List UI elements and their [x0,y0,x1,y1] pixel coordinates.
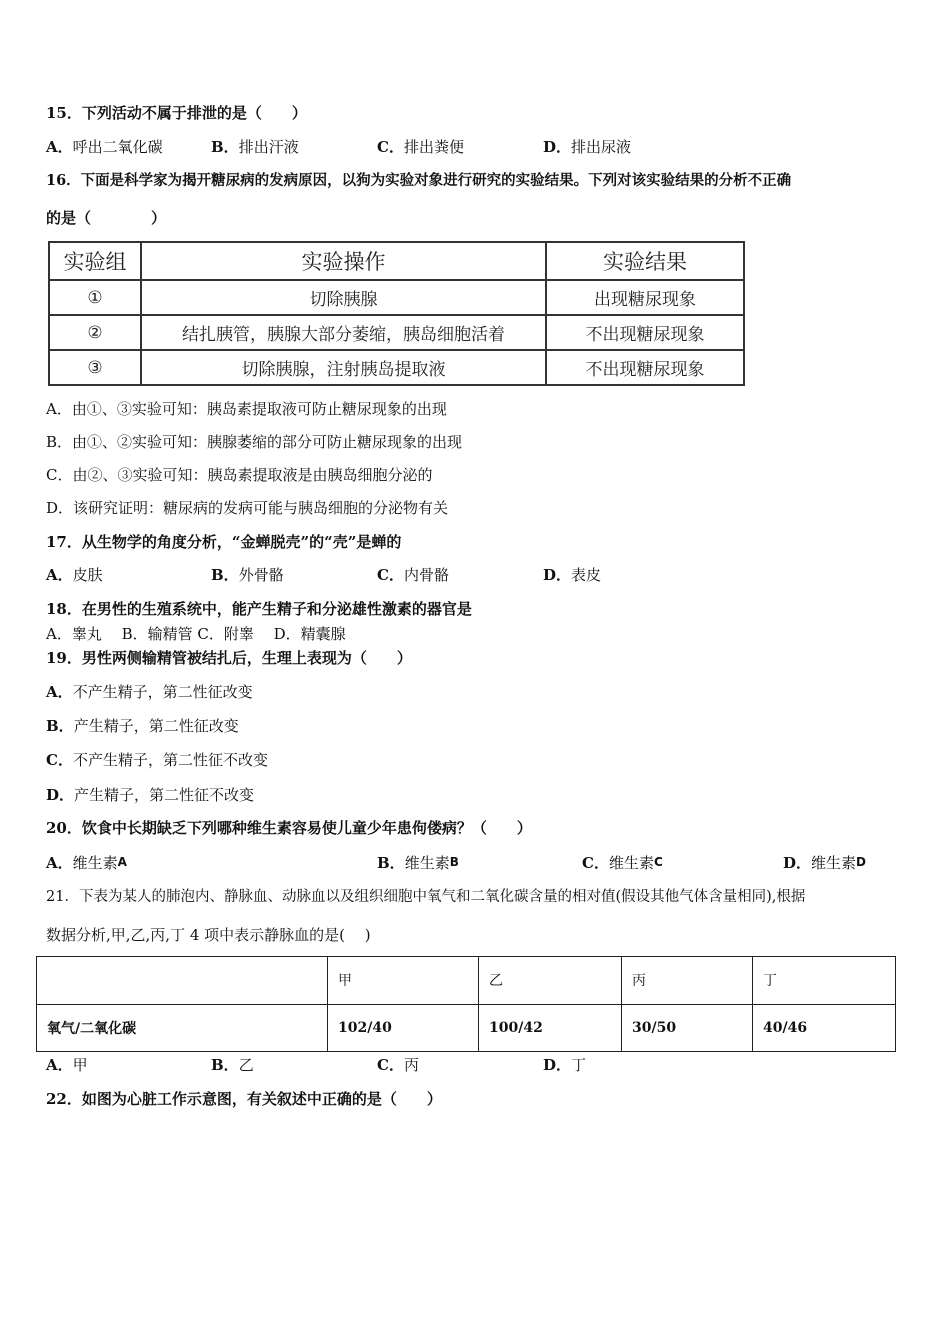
q21-option-a: A．甲 [46,1056,88,1074]
table-cell: ③ [49,350,141,385]
q17-option-a: A．皮肤 [46,566,103,584]
table-cell: 切除胰腺，注射胰岛提取液 [141,350,546,385]
q19-stem: 19．男性两侧输精管被结扎后，生理上表现为（ ） [46,649,412,667]
q21-stem-line2: 数据分析,甲,乙,丙,丁 4 项中表示静脉血的是( ) [46,926,371,944]
gas-table [36,956,896,1052]
q21-option-d: D．丁 [543,1056,587,1074]
q15-option-a: A．呼出二氧化碳 [46,138,163,156]
q20-option-d: D．维生素D [783,854,866,872]
table-cell: 100/42 [479,1004,622,1052]
table-cell: 切除胰腺 [141,280,546,315]
table-header-cell: 实验组 [49,242,141,280]
q15-option-c: C．排出粪便 [377,138,464,156]
table-cell: 40/46 [753,1004,896,1052]
q17-stem: 17．从生物学的角度分析，“金蝉脱壳”的“壳”是蝉的 [46,533,402,551]
table-header-cell [37,957,328,1005]
table-header-cell: 甲 [328,957,479,1005]
q20-stem: 20．饮食中长期缺乏下列哪种维生素容易使儿童少年患佝偻病？（ ） [46,819,532,837]
table-header-cell: 乙 [479,957,622,1005]
table-cell: 不出现糖尿现象 [546,315,744,350]
q19-option-d: D．产生精子，第二性征不改变 [46,786,255,804]
q17-option-b: B．外骨骼 [211,566,284,584]
q21-option-c: C．丙 [377,1056,419,1074]
table-cell: ① [49,280,141,315]
q16-option-c: C．由②、③实验可知：胰岛素提取液是由胰岛细胞分泌的 [46,466,433,484]
q16-option-b: B．由①、②实验可知：胰腺萎缩的部分可防止糖尿现象的出现 [46,433,463,451]
table-row [37,1004,896,1052]
q16-option-d: D．该研究证明：糖尿病的发病可能与胰岛细胞的分泌物有关 [46,499,449,517]
q16-option-a: A．由①、③实验可知：胰岛素提取液可防止糖尿现象的出现 [46,400,447,418]
table-row [49,350,744,385]
experiment-table [48,241,745,386]
q21-option-b: B．乙 [211,1056,254,1074]
q17-option-c: C．内骨骼 [377,566,449,584]
q20-option-a: A．维生素A [46,854,127,872]
table-header-cell: 丙 [622,957,753,1005]
q19-option-a: A．不产生精子，第二性征改变 [46,683,253,701]
q20-option-c: C．维生素C [582,854,663,872]
q20-option-b: B．维生素B [377,854,459,872]
q16-stem-line2: 的是（ ） [46,209,167,227]
table-cell: 氧气/二氧化碳 [37,1004,328,1052]
table-cell: 不出现糖尿现象 [546,350,744,385]
table-cell: ② [49,315,141,350]
table-row [49,280,744,315]
table-header-cell: 实验结果 [546,242,744,280]
experiment-table-header [49,242,744,280]
q16-stem-line1: 16．下面是科学家为揭开糖尿病的发病原因，以狗为实验对象进行研究的实验结果。下列对该实验结果的分析不正确 [46,172,792,189]
table-cell: 出现糖尿现象 [546,280,744,315]
q22-stem: 22．如图为心脏工作示意图，有关叙述中正确的是（ ） [46,1090,442,1108]
q19-option-b: B．产生精子，第二性征改变 [46,717,239,735]
q18-options: A．睾丸 B．输精管 C．附睾 D．精囊腺 [46,625,346,643]
q19-option-c: C．不产生精子，第二性征不改变 [46,751,268,769]
q15-option-b: B．排出汗液 [211,138,299,156]
table-cell: 结扎胰管，胰腺大部分萎缩，胰岛细胞活着 [141,315,546,350]
gas-table-header [37,957,896,1005]
q15-option-d: D．排出尿液 [543,138,632,156]
table-cell: 102/40 [328,1004,479,1052]
q18-stem: 18．在男性的生殖系统中，能产生精子和分泌雄性激素的器官是 [46,600,472,618]
q17-option-d: D．表皮 [543,566,602,584]
q21-stem-line1: 21．下表为某人的肺泡内、静脉血、动脉血以及组织细胞中氧气和二氧化碳含量的相对值(假设其他气体含量相同),根据 [46,889,806,905]
table-header-cell: 实验操作 [141,242,546,280]
q15-stem: 15．下列活动不属于排泄的是（ ） [46,104,307,122]
table-header-cell: 丁 [753,957,896,1005]
table-row [49,315,744,350]
table-cell: 30/50 [622,1004,753,1052]
